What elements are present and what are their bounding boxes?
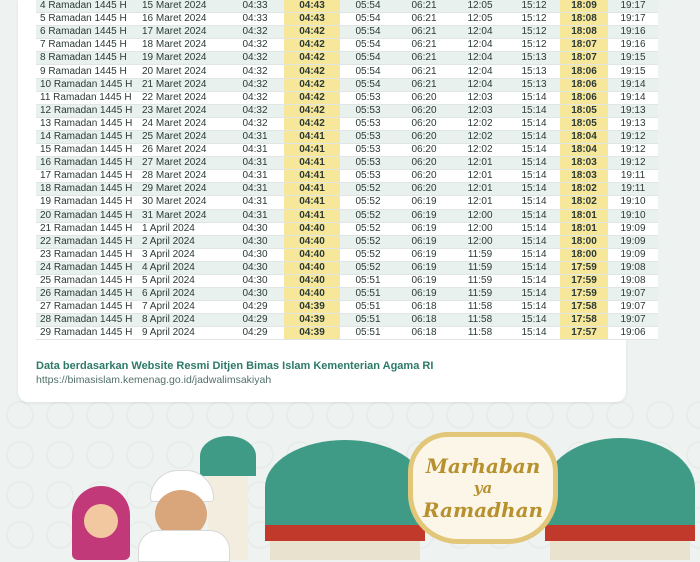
imsak-cell: 04:29 xyxy=(226,327,284,340)
hijri-date-cell: 12 Ramadan 1445 H xyxy=(36,104,136,117)
maghrib-cell: 18:05 xyxy=(560,117,608,130)
isya-cell: 19:11 xyxy=(608,170,658,183)
badge-line-3: Ramadhan xyxy=(422,498,544,522)
dhuha-cell: 06:21 xyxy=(396,0,452,13)
subuh-cell: 04:42 xyxy=(284,117,340,130)
ashar-cell: 15:12 xyxy=(508,26,560,39)
isya-cell: 19:06 xyxy=(608,327,658,340)
hijri-date-cell: 24 Ramadan 1445 H xyxy=(36,261,136,274)
masehi-date-cell: 22 Maret 2024 xyxy=(136,91,226,104)
terbit-cell: 05:51 xyxy=(340,288,396,301)
hijri-date-cell: 10 Ramadan 1445 H xyxy=(36,78,136,91)
subuh-cell: 04:39 xyxy=(284,327,340,340)
isya-cell: 19:11 xyxy=(608,183,658,196)
dzuhur-cell: 11:58 xyxy=(452,327,508,340)
masehi-date-cell: 26 Maret 2024 xyxy=(136,144,226,157)
ashar-cell: 15:14 xyxy=(508,301,560,314)
dhuha-cell: 06:18 xyxy=(396,314,452,327)
isya-cell: 19:09 xyxy=(608,235,658,248)
table-row xyxy=(36,117,658,130)
terbit-cell: 05:51 xyxy=(340,314,396,327)
table-row xyxy=(36,196,658,209)
dhuha-cell: 06:19 xyxy=(396,196,452,209)
maghrib-cell: 18:06 xyxy=(560,91,608,104)
terbit-cell: 05:53 xyxy=(340,157,396,170)
hijri-date-cell: 21 Ramadan 1445 H xyxy=(36,222,136,235)
imsak-cell: 04:30 xyxy=(226,274,284,287)
subuh-cell: 04:43 xyxy=(284,0,340,13)
ashar-cell: 15:14 xyxy=(508,144,560,157)
isya-cell: 19:13 xyxy=(608,104,658,117)
imsak-cell: 04:32 xyxy=(226,104,284,117)
ashar-cell: 15:12 xyxy=(508,13,560,26)
terbit-cell: 05:51 xyxy=(340,301,396,314)
dhuha-cell: 06:20 xyxy=(396,130,452,143)
isya-cell: 19:12 xyxy=(608,157,658,170)
terbit-cell: 05:51 xyxy=(340,274,396,287)
subuh-cell: 04:40 xyxy=(284,248,340,261)
isya-cell: 19:07 xyxy=(608,301,658,314)
maghrib-cell: 18:02 xyxy=(560,196,608,209)
ashar-cell: 15:14 xyxy=(508,117,560,130)
masehi-date-cell: 17 Maret 2024 xyxy=(136,26,226,39)
imsak-cell: 04:31 xyxy=(226,144,284,157)
table-row xyxy=(36,222,658,235)
masehi-date-cell: 23 Maret 2024 xyxy=(136,104,226,117)
imsak-cell: 04:30 xyxy=(226,235,284,248)
dzuhur-cell: 12:00 xyxy=(452,209,508,222)
hijri-date-cell: 20 Ramadan 1445 H xyxy=(36,209,136,222)
table-row xyxy=(36,248,658,261)
subuh-cell: 04:42 xyxy=(284,52,340,65)
dhuha-cell: 06:20 xyxy=(396,104,452,117)
maghrib-cell: 18:01 xyxy=(560,209,608,222)
dzuhur-cell: 12:01 xyxy=(452,170,508,183)
maghrib-cell: 18:02 xyxy=(560,183,608,196)
imsak-cell: 04:31 xyxy=(226,130,284,143)
maghrib-cell: 18:06 xyxy=(560,65,608,78)
isya-cell: 19:16 xyxy=(608,26,658,39)
table-row xyxy=(36,261,658,274)
dhuha-cell: 06:20 xyxy=(396,117,452,130)
dzuhur-cell: 12:04 xyxy=(452,65,508,78)
maghrib-cell: 18:03 xyxy=(560,170,608,183)
table-row xyxy=(36,65,658,78)
dhuha-cell: 06:21 xyxy=(396,13,452,26)
maghrib-cell: 17:59 xyxy=(560,274,608,287)
ashar-cell: 15:14 xyxy=(508,288,560,301)
subuh-cell: 04:39 xyxy=(284,301,340,314)
dhuha-cell: 06:20 xyxy=(396,144,452,157)
maghrib-cell: 18:03 xyxy=(560,157,608,170)
ashar-cell: 15:13 xyxy=(508,65,560,78)
subuh-cell: 04:42 xyxy=(284,104,340,117)
hijri-date-cell: 15 Ramadan 1445 H xyxy=(36,144,136,157)
subuh-cell: 04:40 xyxy=(284,235,340,248)
dzuhur-cell: 11:59 xyxy=(452,261,508,274)
masehi-date-cell: 2 April 2024 xyxy=(136,235,226,248)
ashar-cell: 15:14 xyxy=(508,130,560,143)
ashar-cell: 15:14 xyxy=(508,91,560,104)
terbit-cell: 05:54 xyxy=(340,0,396,13)
imsak-cell: 04:30 xyxy=(226,248,284,261)
dzuhur-cell: 12:04 xyxy=(452,39,508,52)
imsak-cell: 04:32 xyxy=(226,65,284,78)
terbit-cell: 05:51 xyxy=(340,327,396,340)
subuh-cell: 04:41 xyxy=(284,144,340,157)
table-row xyxy=(36,104,658,117)
terbit-cell: 05:52 xyxy=(340,261,396,274)
imsak-cell: 04:32 xyxy=(226,78,284,91)
imsak-cell: 04:31 xyxy=(226,183,284,196)
isya-cell: 19:17 xyxy=(608,0,658,13)
isya-cell: 19:07 xyxy=(608,288,658,301)
ashar-cell: 15:14 xyxy=(508,157,560,170)
hijri-date-cell: 11 Ramadan 1445 H xyxy=(36,91,136,104)
terbit-cell: 05:52 xyxy=(340,248,396,261)
isya-cell: 19:09 xyxy=(608,248,658,261)
imsak-cell: 04:31 xyxy=(226,157,284,170)
dhuha-cell: 06:21 xyxy=(396,39,452,52)
masehi-date-cell: 19 Maret 2024 xyxy=(136,52,226,65)
table-row xyxy=(36,13,658,26)
terbit-cell: 05:52 xyxy=(340,209,396,222)
ashar-cell: 15:14 xyxy=(508,274,560,287)
masehi-date-cell: 6 April 2024 xyxy=(136,288,226,301)
ashar-cell: 15:14 xyxy=(508,314,560,327)
isya-cell: 19:10 xyxy=(608,209,658,222)
masehi-date-cell: 1 April 2024 xyxy=(136,222,226,235)
ashar-cell: 15:14 xyxy=(508,183,560,196)
masehi-date-cell: 3 April 2024 xyxy=(136,248,226,261)
source-note: Data berdasarkan Website Resmi Ditjen Bimas Islam Kementerian Agama RI xyxy=(36,360,434,372)
dzuhur-cell: 12:05 xyxy=(452,13,508,26)
imsak-cell: 04:32 xyxy=(226,26,284,39)
hijri-date-cell: 13 Ramadan 1445 H xyxy=(36,117,136,130)
table-row xyxy=(36,130,658,143)
table-row xyxy=(36,327,658,340)
hijri-date-cell: 23 Ramadan 1445 H xyxy=(36,248,136,261)
dhuha-cell: 06:19 xyxy=(396,274,452,287)
isya-cell: 19:12 xyxy=(608,144,658,157)
hijri-date-cell: 29 Ramadan 1445 H xyxy=(36,327,136,340)
ashar-cell: 15:13 xyxy=(508,78,560,91)
ashar-cell: 15:14 xyxy=(508,104,560,117)
hijri-date-cell: 9 Ramadan 1445 H xyxy=(36,65,136,78)
maghrib-cell: 18:06 xyxy=(560,78,608,91)
table-row xyxy=(36,157,658,170)
masehi-date-cell: 28 Maret 2024 xyxy=(136,170,226,183)
hijri-date-cell: 22 Ramadan 1445 H xyxy=(36,235,136,248)
maghrib-cell: 17:59 xyxy=(560,261,608,274)
isya-cell: 19:12 xyxy=(608,130,658,143)
ashar-cell: 15:14 xyxy=(508,261,560,274)
terbit-cell: 05:53 xyxy=(340,104,396,117)
hijri-date-cell: 4 Ramadan 1445 H xyxy=(36,0,136,13)
source-link[interactable]: https://bimasislam.kemenag.go.id/jadwalimsakiyah xyxy=(36,374,272,386)
dzuhur-cell: 12:01 xyxy=(452,183,508,196)
hijri-date-cell: 27 Ramadan 1445 H xyxy=(36,301,136,314)
isya-cell: 19:15 xyxy=(608,65,658,78)
table-row xyxy=(36,235,658,248)
ashar-cell: 15:14 xyxy=(508,222,560,235)
table-row xyxy=(36,0,658,13)
hijri-date-cell: 26 Ramadan 1445 H xyxy=(36,288,136,301)
imsak-cell: 04:33 xyxy=(226,0,284,13)
table-row xyxy=(36,170,658,183)
dzuhur-cell: 12:03 xyxy=(452,104,508,117)
masehi-date-cell: 25 Maret 2024 xyxy=(136,130,226,143)
isya-cell: 19:14 xyxy=(608,78,658,91)
maghrib-cell: 18:09 xyxy=(560,0,608,13)
marhaban-badge xyxy=(408,432,558,544)
maghrib-cell: 18:05 xyxy=(560,104,608,117)
hijri-date-cell: 16 Ramadan 1445 H xyxy=(36,157,136,170)
imsak-cell: 04:29 xyxy=(226,301,284,314)
dhuha-cell: 06:19 xyxy=(396,222,452,235)
subuh-cell: 04:41 xyxy=(284,183,340,196)
dzuhur-cell: 12:01 xyxy=(452,196,508,209)
dzuhur-cell: 12:03 xyxy=(452,91,508,104)
masehi-date-cell: 21 Maret 2024 xyxy=(136,78,226,91)
imsak-cell: 04:30 xyxy=(226,222,284,235)
terbit-cell: 05:54 xyxy=(340,39,396,52)
masehi-date-cell: 8 April 2024 xyxy=(136,314,226,327)
dzuhur-cell: 11:59 xyxy=(452,288,508,301)
table-row xyxy=(36,26,658,39)
dhuha-cell: 06:18 xyxy=(396,301,452,314)
subuh-cell: 04:42 xyxy=(284,26,340,39)
masehi-date-cell: 15 Maret 2024 xyxy=(136,0,226,13)
hijri-date-cell: 5 Ramadan 1445 H xyxy=(36,13,136,26)
terbit-cell: 05:53 xyxy=(340,117,396,130)
imsak-cell: 04:31 xyxy=(226,196,284,209)
maghrib-cell: 17:57 xyxy=(560,327,608,340)
ashar-cell: 15:14 xyxy=(508,235,560,248)
masehi-date-cell: 4 April 2024 xyxy=(136,261,226,274)
hijri-date-cell: 25 Ramadan 1445 H xyxy=(36,274,136,287)
maghrib-cell: 18:08 xyxy=(560,26,608,39)
table-row xyxy=(36,209,658,222)
maghrib-cell: 18:04 xyxy=(560,130,608,143)
dzuhur-cell: 12:02 xyxy=(452,130,508,143)
maghrib-cell: 18:08 xyxy=(560,13,608,26)
dhuha-cell: 06:18 xyxy=(396,327,452,340)
table-row xyxy=(36,52,658,65)
terbit-cell: 05:53 xyxy=(340,91,396,104)
imsak-cell: 04:33 xyxy=(226,13,284,26)
dhuha-cell: 06:19 xyxy=(396,248,452,261)
masehi-date-cell: 7 April 2024 xyxy=(136,301,226,314)
dhuha-cell: 06:19 xyxy=(396,261,452,274)
terbit-cell: 05:54 xyxy=(340,26,396,39)
masehi-date-cell: 9 April 2024 xyxy=(136,327,226,340)
imsak-cell: 04:30 xyxy=(226,261,284,274)
imsak-cell: 04:29 xyxy=(226,314,284,327)
masehi-date-cell: 24 Maret 2024 xyxy=(136,117,226,130)
dhuha-cell: 06:21 xyxy=(396,26,452,39)
masehi-date-cell: 18 Maret 2024 xyxy=(136,39,226,52)
dzuhur-cell: 11:58 xyxy=(452,301,508,314)
subuh-cell: 04:41 xyxy=(284,157,340,170)
maghrib-cell: 18:07 xyxy=(560,39,608,52)
subuh-cell: 04:42 xyxy=(284,78,340,91)
imsak-cell: 04:32 xyxy=(226,91,284,104)
maghrib-cell: 18:00 xyxy=(560,248,608,261)
maghrib-cell: 18:01 xyxy=(560,222,608,235)
table-row xyxy=(36,183,658,196)
subuh-cell: 04:39 xyxy=(284,314,340,327)
subuh-cell: 04:41 xyxy=(284,170,340,183)
terbit-cell: 05:54 xyxy=(340,78,396,91)
table-row xyxy=(36,144,658,157)
terbit-cell: 05:52 xyxy=(340,196,396,209)
dzuhur-cell: 11:59 xyxy=(452,248,508,261)
subuh-cell: 04:42 xyxy=(284,91,340,104)
maghrib-cell: 18:07 xyxy=(560,52,608,65)
table-row xyxy=(36,274,658,287)
imsak-cell: 04:32 xyxy=(226,52,284,65)
masehi-date-cell: 20 Maret 2024 xyxy=(136,65,226,78)
ashar-cell: 15:14 xyxy=(508,327,560,340)
terbit-cell: 05:52 xyxy=(340,183,396,196)
subuh-cell: 04:42 xyxy=(284,65,340,78)
masehi-date-cell: 16 Maret 2024 xyxy=(136,13,226,26)
subuh-cell: 04:41 xyxy=(284,196,340,209)
badge-line-1: Marhaban xyxy=(425,454,541,478)
isya-cell: 19:08 xyxy=(608,261,658,274)
terbit-cell: 05:54 xyxy=(340,65,396,78)
dhuha-cell: 06:19 xyxy=(396,209,452,222)
terbit-cell: 05:52 xyxy=(340,235,396,248)
dhuha-cell: 06:21 xyxy=(396,65,452,78)
hijri-date-cell: 6 Ramadan 1445 H xyxy=(36,26,136,39)
dzuhur-cell: 12:00 xyxy=(452,235,508,248)
isya-cell: 19:08 xyxy=(608,274,658,287)
imsak-cell: 04:31 xyxy=(226,209,284,222)
dzuhur-cell: 12:04 xyxy=(452,78,508,91)
dzuhur-cell: 11:58 xyxy=(452,314,508,327)
dhuha-cell: 06:21 xyxy=(396,52,452,65)
subuh-cell: 04:40 xyxy=(284,222,340,235)
dhuha-cell: 06:20 xyxy=(396,170,452,183)
maghrib-cell: 17:58 xyxy=(560,301,608,314)
maghrib-cell: 18:04 xyxy=(560,144,608,157)
dzuhur-cell: 12:05 xyxy=(452,0,508,13)
isya-cell: 19:16 xyxy=(608,39,658,52)
dzuhur-cell: 11:59 xyxy=(452,274,508,287)
isya-cell: 19:17 xyxy=(608,13,658,26)
dzuhur-cell: 12:02 xyxy=(452,117,508,130)
subuh-cell: 04:42 xyxy=(284,39,340,52)
hijri-date-cell: 17 Ramadan 1445 H xyxy=(36,170,136,183)
hijri-date-cell: 8 Ramadan 1445 H xyxy=(36,52,136,65)
subuh-cell: 04:40 xyxy=(284,274,340,287)
dhuha-cell: 06:20 xyxy=(396,183,452,196)
terbit-cell: 05:53 xyxy=(340,144,396,157)
subuh-cell: 04:41 xyxy=(284,209,340,222)
dzuhur-cell: 12:04 xyxy=(452,26,508,39)
subuh-cell: 04:40 xyxy=(284,288,340,301)
dhuha-cell: 06:21 xyxy=(396,78,452,91)
imsakiyah-table xyxy=(36,0,658,340)
dzuhur-cell: 12:00 xyxy=(452,222,508,235)
dhuha-cell: 06:19 xyxy=(396,288,452,301)
ashar-cell: 15:14 xyxy=(508,209,560,222)
masehi-date-cell: 5 April 2024 xyxy=(136,274,226,287)
table-row xyxy=(36,314,658,327)
ashar-cell: 15:14 xyxy=(508,248,560,261)
isya-cell: 19:10 xyxy=(608,196,658,209)
isya-cell: 19:14 xyxy=(608,91,658,104)
terbit-cell: 05:54 xyxy=(340,13,396,26)
isya-cell: 19:09 xyxy=(608,222,658,235)
subuh-cell: 04:43 xyxy=(284,13,340,26)
isya-cell: 19:07 xyxy=(608,314,658,327)
imsak-cell: 04:31 xyxy=(226,170,284,183)
hijri-date-cell: 14 Ramadan 1445 H xyxy=(36,130,136,143)
dhuha-cell: 06:20 xyxy=(396,157,452,170)
isya-cell: 19:15 xyxy=(608,52,658,65)
hijri-date-cell: 18 Ramadan 1445 H xyxy=(36,183,136,196)
ashar-cell: 15:12 xyxy=(508,0,560,13)
masehi-date-cell: 30 Maret 2024 xyxy=(136,196,226,209)
hijri-date-cell: 28 Ramadan 1445 H xyxy=(36,314,136,327)
isya-cell: 19:13 xyxy=(608,117,658,130)
table-row xyxy=(36,301,658,314)
terbit-cell: 05:53 xyxy=(340,170,396,183)
badge-line-2: ya xyxy=(473,479,493,497)
table-row xyxy=(36,78,658,91)
dzuhur-cell: 12:02 xyxy=(452,144,508,157)
masehi-date-cell: 29 Maret 2024 xyxy=(136,183,226,196)
dhuha-cell: 06:19 xyxy=(396,235,452,248)
maghrib-cell: 17:58 xyxy=(560,314,608,327)
ashar-cell: 15:14 xyxy=(508,170,560,183)
ashar-cell: 15:14 xyxy=(508,196,560,209)
terbit-cell: 05:54 xyxy=(340,52,396,65)
table-row xyxy=(36,39,658,52)
imsak-cell: 04:32 xyxy=(226,39,284,52)
imsak-cell: 04:32 xyxy=(226,117,284,130)
subuh-cell: 04:40 xyxy=(284,261,340,274)
maghrib-cell: 18:00 xyxy=(560,235,608,248)
subuh-cell: 04:41 xyxy=(284,130,340,143)
imsak-cell: 04:30 xyxy=(226,288,284,301)
terbit-cell: 05:52 xyxy=(340,222,396,235)
dhuha-cell: 06:20 xyxy=(396,91,452,104)
terbit-cell: 05:53 xyxy=(340,130,396,143)
table-row xyxy=(36,91,658,104)
ashar-cell: 15:13 xyxy=(508,52,560,65)
dzuhur-cell: 12:04 xyxy=(452,52,508,65)
table-row xyxy=(36,288,658,301)
ashar-cell: 15:12 xyxy=(508,39,560,52)
masehi-date-cell: 27 Maret 2024 xyxy=(136,157,226,170)
dzuhur-cell: 12:01 xyxy=(452,157,508,170)
masehi-date-cell: 31 Maret 2024 xyxy=(136,209,226,222)
hijri-date-cell: 7 Ramadan 1445 H xyxy=(36,39,136,52)
maghrib-cell: 17:59 xyxy=(560,288,608,301)
hijri-date-cell: 19 Ramadan 1445 H xyxy=(36,196,136,209)
